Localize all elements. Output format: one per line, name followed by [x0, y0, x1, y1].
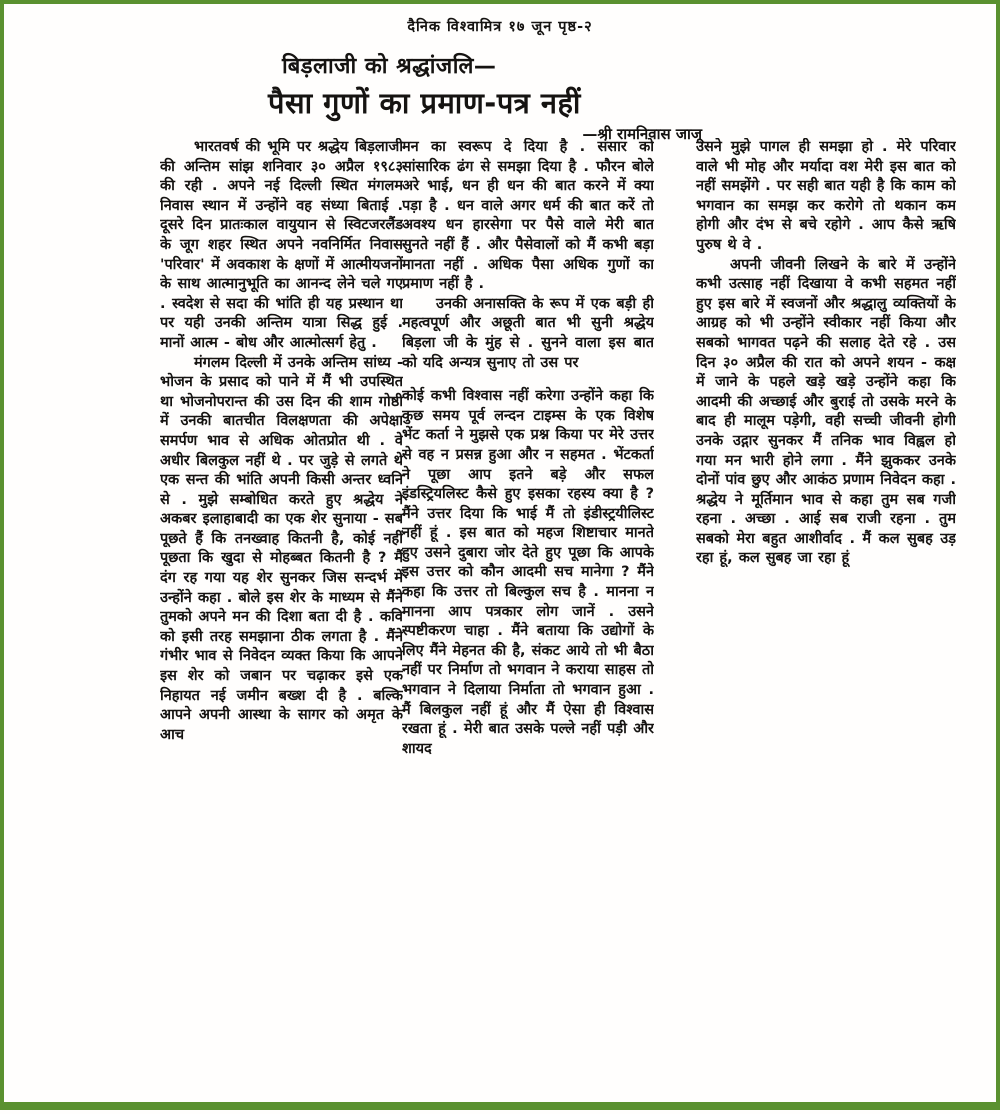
article-kicker: बिड़लाजी को श्रद्धांजलि— [282, 54, 497, 79]
text-column-3 [696, 138, 956, 862]
text-column-2 [402, 138, 654, 1104]
paragraph: भारतवर्ष की भूमि पर श्रद्धेय बिड़लाजी की अन्तिम सांझ शनिवार ३० अप्रैल १९८३ की रही . अपने नई दिल्ली स्थित मंगलम निवास स्थान में उन्होंने वह संध्या बिताई . दूसरे दिन प्रातःकाल वायुयान से स्विटजरलैंड के जूग शहर स्थित अपने नवनिर्मित निवास 'परिवार' में अवकाश के क्षणों में आत्मीयजनों के साथ आत्मानुभूति का आनन्द लेने चले गए . स्वदेश से सदा की भांति ही यह प्रस्थान था पर यही उनकी अन्तिम यात्रा सिद्ध हुई . मानों आत्म - बोध और आत्मोत्सर्ग हेतु . [160, 139, 403, 351]
paragraph: मन का स्वरूप दे दिया है . संसार को सांसारिक ढंग से समझा दिया है . फौरन बोले अरे भाई, धन ही धन की बात करने में क्या पड़ा है . धन वाले अगर धर्म की बात करें तो अवश्य धन हारसेगा पर पैसे वाले मेरी बात सुनते नहीं हैं . और पैसेवालों को मैं कभी बड़ा मानता नहीं . अधिक पैसा अधिक गुणों का प्रमाण नहीं है . [402, 139, 654, 293]
paragraph: उनकी अनासक्ति के रूप में एक बड़ी ही महत्वपूर्ण और अछूती बात भी सुनी श्रद्धेय बिड़ला जी के मुंह से . सुनने वाला इस बात को यदि अन्यत्र सुनाए तो उस पर [402, 295, 654, 371]
paragraph: मंगलम दिल्ली में उनके अन्तिम सांध्य - भोजन के प्रसाद को पाने में मैं भी उपस्थित था भोजनोपरान्त की उस दिन की शाम गोष्ठी में उनकी बातचीत विलक्षणता की अपेक्षा समर्पण भाव से अधिक ओतप्रोत थी . वे अधीर बिलकुल नहीं थे . पर जुड़े से लगते थे एक सन्त की भांति अपनी किसी अन्तर ध्वनि से . मुझे सम्बोधित करते हुए श्रद्धेय ने अकबर इलाहाबादी का एक शेर सुनाया - सब पूछते हैं कि तनख्वाह कितनी है, कोई नहीं पूछता कि खुदा से मोहब्बत कितनी है ? मैं दंग रह गया यह शेर सुनकर जिस सन्दर्भ में उन्होंने कहा . बोले इस शेर के माध्यम से मैंने तुमको अपने मन की दिशा बता दी है . कवि को इसी तरह समझाना ठीक लगता है . मैंने गंभीर भाव से निवेदन व्यक्त किया कि आपने इस शेर को जबान पर चढ़ाकर इसे एक निहायत नई जमीन बख्श दी है . बल्कि आपने अपनी आस्था के सागर को अमृत के आच [160, 354, 403, 743]
article-byline: —श्री रामनिवास जाजू [582, 125, 702, 143]
paragraph: अपनी जीवनी लिखने के बारे में उन्होंने कभी उत्साह नहीं दिखाया वे कभी सहमत नहीं हुए इस बारे में स्वजनों और श्रद्धालु व्यक्तियों के आग्रह को भी उन्होंने स्वीकार नहीं किया और सबको भागवत पढ़ने की सलाह देते रहे . उस दिन ३० अप्रैल की रात को अपने शयन - कक्ष में जाने के पहले खड़े खड़े उन्होंने कहा कि आदमी की अच्छाई और बुराई तो उसके मरने के बाद ही मालूम पड़ेगी, वही सच्ची जीवनी होगी उनके उद्गार सुनकर मैं तनिक भाव विह्वल हो गया मन भारी होने लगा . मैंने झुककर उनके दोनों पांव छुए और आकंठ प्रणाम निवेदन कहा . श्रद्धेय ने मूर्तिमान भाव से कहा तुम सब गजी रहना . अच्छा . आई सब राजी रहना . तुम सबको मेरा बहुत आशीर्वाद . मैं कल सुबह उड़ रहा हूं, कल सुबह जा रहा हूं [696, 256, 956, 567]
paragraph: उसने मुझे पागल ही समझा हो . मेरे परिवार वाले भी मोह और मर्यादा वश मेरी इस बात को नहीं समझेंगे . पर सही बात यही है कि काम को भगवान का समझ कर करोगे तो थकान कम होगी और दंभ से बचे रहोगे . आप कैसे ऋषि पुरुष थे वे . [696, 139, 956, 253]
paragraph: कोई कभी विश्वास नहीं करेगा उन्होंने कहा कि कुछ समय पूर्व लन्दन टाइम्स के एक विशेष भेंट कर्ता ने मुझसे एक प्रश्न किया पर मेरे उत्तर से वह न प्रसन्न हुआ और न सहमत . भेंटकर्ता ने पूछा आप इतने बड़े और सफल इंडस्ट्रियलिस्ट कैसे हुए इसका रहस्य क्या है ? मैंने उत्तर दिया कि भाई मैं तो इंडीस्ट्रयीलिस्ट नहीं हूं . इस बात को महज शिष्टाचार मानते हुए उसने दुबारा जोर देते हुए पूछा कि आपके इस उत्तर को कौन आदमी सच मानेगा ? मैंने कहा कि उत्तर तो बिल्कुल सच है . मानना न मानना आप पत्रकार लोग जानें . उसने स्पष्टीकरण चाहा . मैंने बताया कि उद्योगों के लिए मैंने मेहनत की है, संकट आये तो भी बैठा नहीं पर निर्माण तो भगवान ने कराया साहस तो भगवान ने दिलाया निर्माता तो भगवान हुआ . मैं बिलकुल नहीं हूं और मैं ऐसा ही विश्वास रखता हूं . मेरी बात उसके पल्ले नहीं पड़ी और शायद [402, 388, 654, 757]
masthead-line: दैनिक विश्वामित्र १७ जून पृष्ठ-२ [407, 19, 593, 35]
article-title: पैसा गुणों का प्रमाण-पत्र नहीं [268, 86, 581, 120]
text-column-1 [160, 138, 403, 1090]
article-title-block [268, 50, 738, 144]
